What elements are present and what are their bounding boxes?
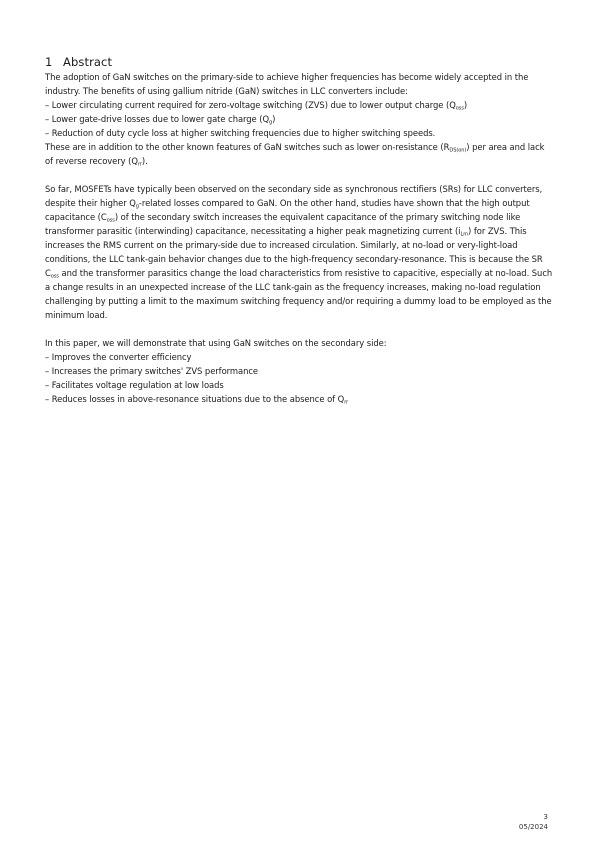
benefit-item (45, 112, 555, 126)
subscript: g (269, 119, 273, 126)
text-run: ) for ZVS. This increases the RMS current on the primary-side due to increased circulation. Similarly, at no-load or very-light-load conditions, the LLC tank-gain behavior changes due to the high-frequency secondary-resonance. This is because the SR C (45, 226, 543, 278)
section-number: 1 (45, 55, 53, 69)
paragraph-gap (45, 322, 555, 336)
text-run: ) per area and lack of reverse recovery (Q (45, 142, 545, 166)
paragraph-gap (45, 168, 555, 182)
demonstration-item: – Improves the converter efficiency (45, 352, 192, 362)
abstract-addition (45, 140, 555, 168)
abstract-intro: The adoption of GaN switches on the primary-side to achieve higher frequencies has become widely accepted in the industry. The benefits of using gallium nitride (GaN) switches in LLC converters include: (45, 72, 529, 96)
text-run: -related losses compared to GaN. On the other hand, studies have shown that the high output capacitance (C (45, 198, 530, 222)
demonstration-list (45, 350, 555, 406)
mosfet-paragraph (45, 182, 555, 322)
demonstration-item: – Facilitates voltage regulation at low loads (45, 380, 224, 390)
subscript: oss (455, 105, 464, 112)
page-content (45, 55, 555, 406)
subscript: oss (50, 273, 59, 280)
section-heading (45, 55, 555, 69)
benefit-text: – Lower circulating current required for zero-voltage switching (ZVS) due to lower output charge (Q (45, 100, 456, 110)
subscript: rr (344, 399, 349, 406)
text-run: – Reduces losses in above-resonance situations due to the absence of Q (45, 394, 345, 404)
text-run: and the transformer parasitics change the load characteristics from resistive to capacitive, especially at no-load. Such a change results in an unexpected increase of the LLC tank-gain as the frequency increases, making no-load regulation challenging by putting a limit to the maximum switching frequency and/or requiring a dummy load to be employed as the minimum load. (45, 268, 553, 320)
section-title: Abstract (63, 55, 113, 69)
benefit-text-end: ) (463, 100, 468, 110)
text-run: ) of the secondary switch increases the equivalent capacitance of the primary switching node like transformer parasitic (interwinding) capacitance, necessitating a higher peak magnetizing current (i (45, 212, 521, 236)
page-footer (519, 812, 548, 832)
benefit-item (45, 126, 555, 140)
text-run: So far, MOSFETs have typically been observed on the secondary side as synchronous rectifiers (SRs) for LLC converters, despite their higher Q (45, 184, 543, 208)
text-run: ). (141, 156, 148, 166)
benefit-text: – Reduction of duty cycle loss at higher switching frequencies due to higher switching speeds. (45, 128, 436, 138)
demonstration-item: – Increases the primary switches' ZVS performance (45, 366, 259, 376)
subscript: g (135, 203, 139, 210)
benefits-list (45, 98, 555, 140)
footer-date: 05/2024 (518, 823, 548, 831)
text-run: These are in addition to the other known features of GaN switches such as lower on-resistance (R (45, 142, 450, 152)
benefit-text-end: ) (272, 114, 276, 124)
benefit-text: – Lower gate-drive losses due to lower gate charge (Q (45, 114, 270, 124)
subscript: Lm (460, 231, 469, 238)
page-number: 3 (543, 813, 548, 821)
demonstration-item (45, 392, 555, 406)
subscript: rr (137, 161, 142, 168)
benefit-item (45, 98, 555, 112)
subscript: oss (106, 217, 115, 224)
subscript: DS(on) (449, 147, 467, 154)
demonstration-intro: In this paper, we will demonstrate that using GaN switches on the secondary side: (45, 338, 387, 348)
